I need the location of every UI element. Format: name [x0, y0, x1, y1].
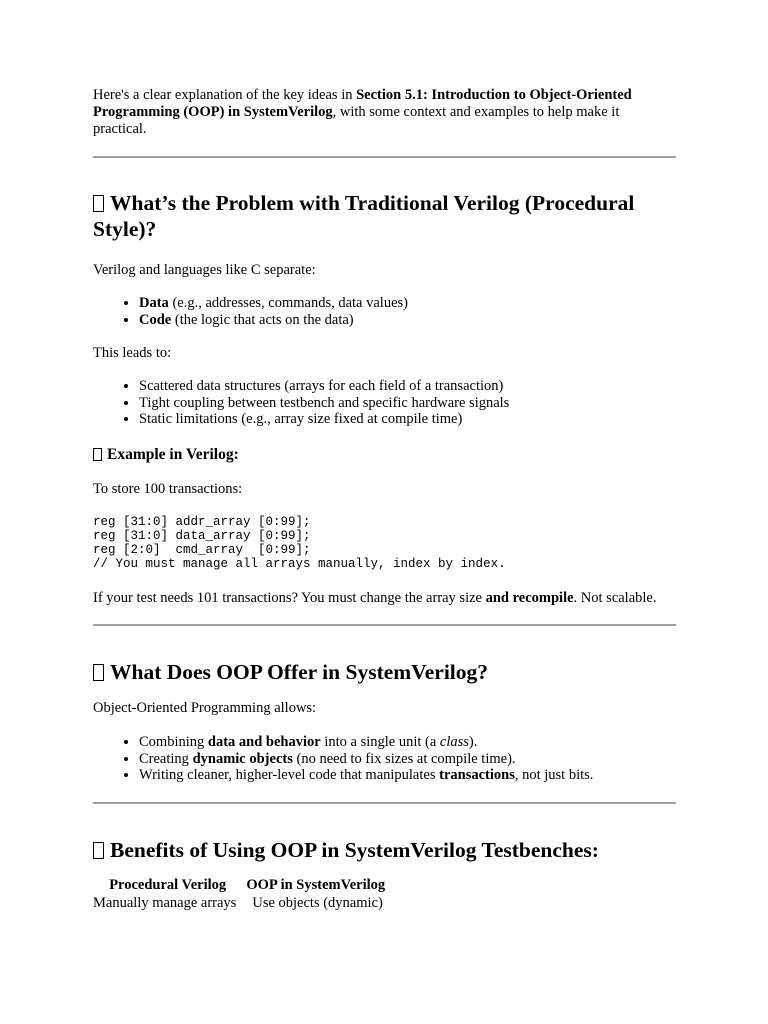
oop-lead: Object-Oriented Programming allows:: [93, 700, 317, 717]
missing-glyph-icon: [93, 195, 104, 212]
separate-lead: Verilog and languages like C separate:: [93, 262, 316, 278]
document-page: [93, 87, 676, 912]
section-heading-problem: What’s the Problem with Traditional Verilog (Procedural Style)?: [93, 191, 635, 241]
divider: [93, 156, 676, 158]
code-block: reg [31:0] addr_array [0:99]; reg [31:0] data_array [0:99]; reg [2:0] cmd_array [0:99]; // You must manage all arrays manually, index by index.: [93, 514, 506, 572]
intro-paragraph: Here's a clear explanation of the key ideas in Section 5.1: Introduction to Object-Oriented Programming (OOP) in SystemVerilog, with some context and examples to help make it practical.: [93, 87, 632, 137]
list-item: • Combining data and behavior into a single unit (a class).: [139, 734, 676, 751]
example-heading: Example in Verilog:: [93, 445, 676, 464]
table-header-oop: OOP in SystemVerilog: [246, 876, 386, 893]
list-item: • Code (the logic that acts on the data): [139, 312, 676, 329]
missing-glyph-icon: [93, 664, 104, 681]
list-item: • Tight coupling between testbench and specific hardware signals: [139, 395, 676, 412]
section-heading-benefits: Benefits of Using OOP in SystemVerilog Testbenches:: [93, 837, 676, 863]
leads-to-text: This leads to:: [93, 345, 172, 361]
missing-glyph-icon: [93, 448, 102, 461]
list-item: • Data (e.g., addresses, commands, data values): [139, 295, 676, 312]
list-item: • Writing cleaner, higher-level code that manipulates transactions, not just bits.: [139, 767, 676, 784]
table-header-procedural: Procedural Verilog: [109, 876, 227, 893]
comparison-table: [91, 876, 387, 912]
section-heading-oop: What Does OOP Offer in SystemVerilog?: [93, 659, 676, 685]
list-item: • Static limitations (e.g., array size fixed at compile time): [139, 411, 676, 428]
divider: [93, 802, 676, 804]
separate-list: [93, 295, 676, 328]
missing-glyph-icon: [93, 842, 104, 859]
table-cell: Manually manage arrays: [93, 894, 237, 911]
list-item: • Scattered data structures (arrays for each field of a transaction): [139, 378, 676, 395]
list-item: • Creating dynamic objects (no need to fix sizes at compile time).: [139, 751, 676, 768]
scalability-note: If your test needs 101 transactions? You must change the array size and recompile. Not scalable.: [93, 590, 657, 607]
example-lead: To store 100 transactions:: [93, 480, 243, 497]
intro-bold: Section 5.1: Introduction to Object-Oriented Programming (OOP) in SystemVerilog: [93, 87, 632, 120]
table-cell: Use objects (dynamic): [252, 894, 383, 911]
problems-list: [93, 378, 676, 428]
table-header-row: [91, 876, 387, 894]
divider: [93, 624, 676, 626]
table-row: [91, 894, 387, 912]
oop-list: [93, 734, 676, 784]
